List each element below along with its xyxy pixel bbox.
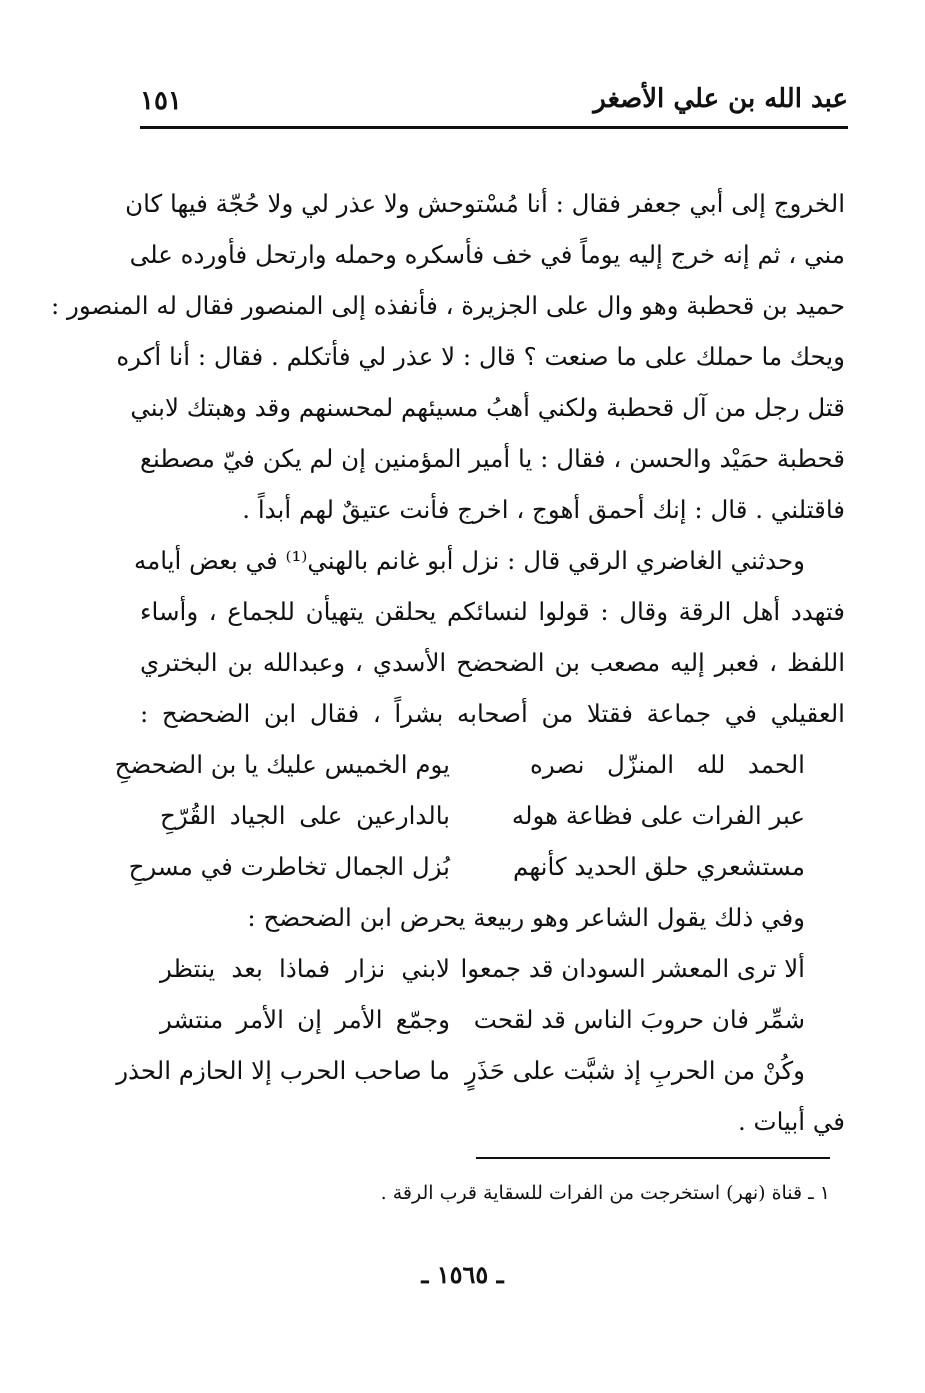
verse-hemistich-second: لابني نزار فماذا بعد ينتظر bbox=[160, 954, 450, 983]
verse-hemistich-first: الحمد لله المنزّل نصره bbox=[530, 750, 805, 779]
poem-verse bbox=[116, 1045, 845, 1096]
text-line: الخروج إلى أبي جعفر فقال : أنا مُسْتوحش ولا عذر لي ولا حُجّة فيها كان bbox=[125, 189, 845, 218]
text-line: قحطبة حمَيْد والحسن ، فقال : يا أمير المؤمنين إن لم يكن فيّ مصطنع bbox=[140, 444, 845, 473]
body-text bbox=[50, 178, 845, 1147]
verse-hemistich-second: يوم الخميس عليك يا بن الضحضحِ bbox=[114, 750, 450, 779]
verse-hemistich-first: وكُنْ من الحربِ إذ شبَّت على حَذَرٍ bbox=[465, 1056, 805, 1085]
chapter-title: عبد الله بن علي الأصغر bbox=[593, 84, 848, 114]
verse-hemistich-second: ما صاحب الحرب إلا الحازم الحذر bbox=[116, 1056, 450, 1085]
text-line: قتل رجل من آل قحطبة ولكني أهبُ مسيئهم لمحسنهم وقد وهبتك لابني bbox=[130, 393, 845, 422]
text-line: وفي ذلك يقول الشاعر وهو ربيعة يحرض ابن الضحضح : bbox=[247, 903, 805, 932]
poem-1 bbox=[114, 739, 845, 892]
poem-verse bbox=[140, 943, 845, 994]
header-rule bbox=[140, 126, 848, 129]
verse-hemistich-first: عبر الفرات على فظاعة هوله bbox=[511, 801, 805, 830]
running-header bbox=[140, 84, 848, 124]
verse-hemistich-second: بالدارعين على الجياد القُرّحِ bbox=[160, 801, 450, 830]
footnote-rule bbox=[476, 1157, 830, 1159]
text-line: في أبيات . bbox=[737, 1107, 845, 1136]
poem-verse bbox=[128, 841, 845, 892]
text-line: فاقتلني . قال : إنك أحمق أهوج ، اخرج فأنت عتيقٌ لهم أبداً . bbox=[242, 495, 845, 524]
poem-verse bbox=[140, 790, 845, 841]
text-line: فتهدد أهل الرقة وقال : قولوا لنسائكم يحلقن يتهيأن للجماع ، وأساء bbox=[140, 597, 845, 626]
continuous-page-number: ـ ١٥٦٥ ـ bbox=[421, 1260, 504, 1289]
poem-verse bbox=[114, 739, 845, 790]
verse-hemistich-first: مستشعري حلق الحديد كأنهم bbox=[513, 852, 805, 881]
text-line: مني ، ثم إنه خرج إليه يوماً في خف فأسكره وحمله وارتحل فأورده على bbox=[129, 240, 845, 269]
poem-2 bbox=[116, 943, 845, 1096]
text-line: اللفظ ، فعبر إليه مصعب بن الضحضح الأسدي ، وعبدالله بن البختري bbox=[140, 648, 845, 677]
verse-hemistich-second: وجمّع الأمر إن الأمر منتشر bbox=[160, 1005, 450, 1034]
text-line: ويحك ما حملك على ما صنعت ؟ قال : لا عذر لي فأتكلم . فقال : أنا أكره bbox=[116, 342, 845, 371]
footnote: ١ ـ قناة (نهر) استخرجت من الفرات للسقاية قرب الرقة . bbox=[380, 1182, 830, 1204]
text-line: وحدثني الغاضري الرقي قال : نزل أبو غانم بالهني⁽¹⁾ في بعض أيامه bbox=[133, 546, 805, 575]
verse-hemistich-first: ألا ترى المعشر السودان قد جمعوا bbox=[460, 954, 805, 983]
poem-verse bbox=[140, 994, 845, 1045]
verse-hemistich-second: بُزل الجمال تخاطرت في مسرحِ bbox=[128, 852, 450, 881]
verse-hemistich-first: شمِّر فان حروبَ الناس قد لقحت bbox=[473, 1005, 805, 1034]
page-number: ١٥١ bbox=[140, 86, 182, 116]
text-line: العقيلي في جماعة فقتلا من أصحابه بشراً ، فقال ابن الضحضح : bbox=[140, 699, 845, 728]
text-line: حميد بن قحطبة وهو وال على الجزيرة ، فأنفذه إلى المنصور فقال له المنصور : bbox=[50, 291, 845, 320]
